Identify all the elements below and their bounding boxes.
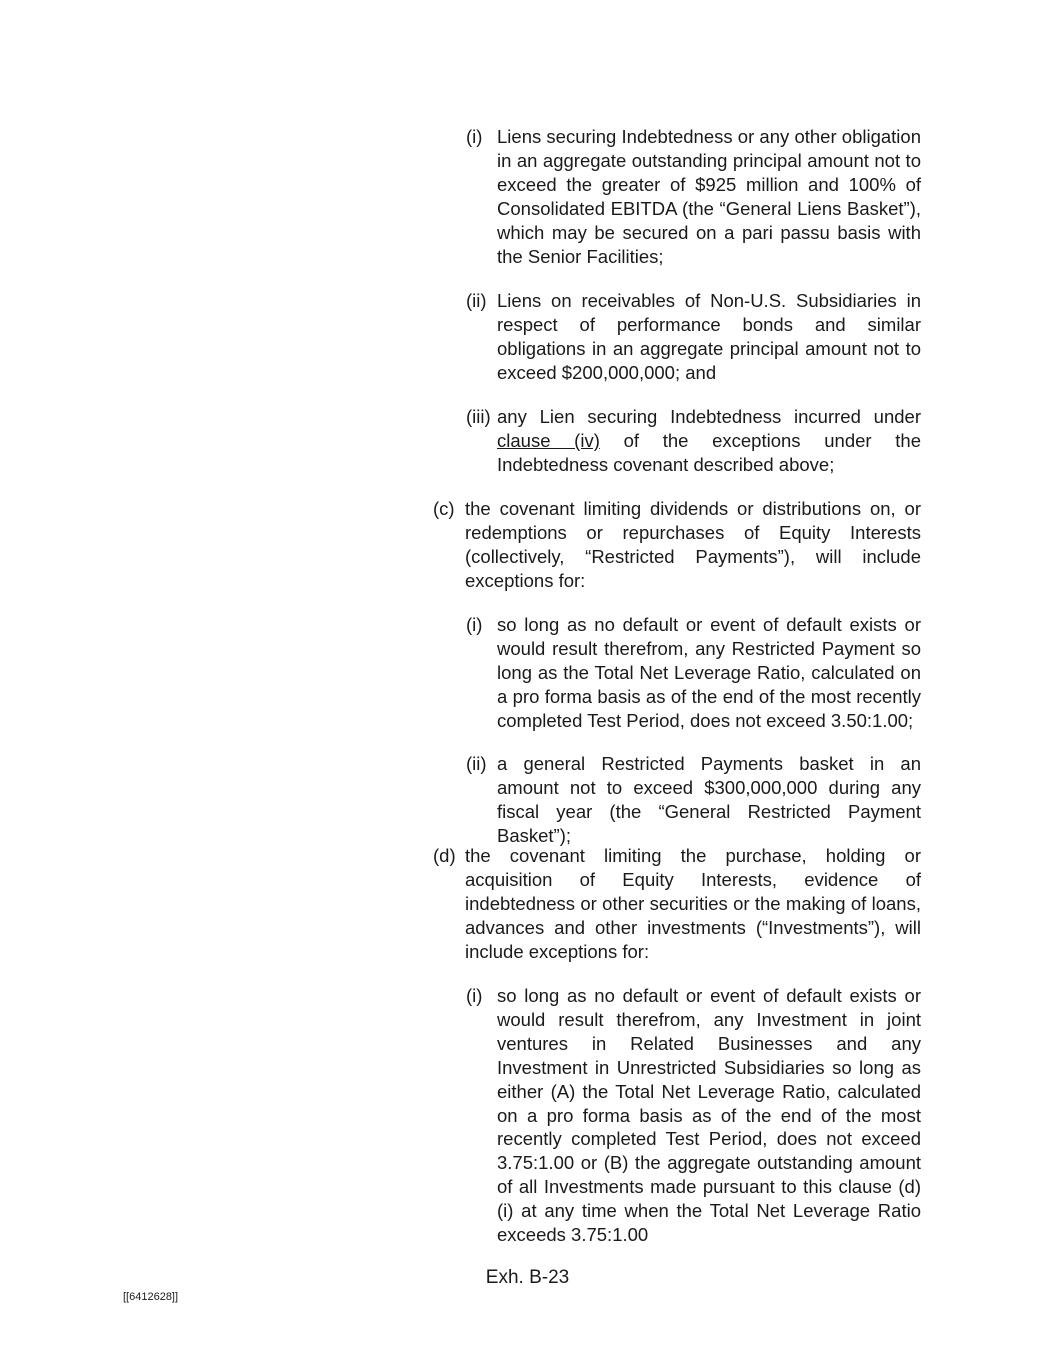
clause-b-ii-text: Liens on receivables of Non-U.S. Subsidiaries in respect of performance bonds and similar obligations in an aggregate principal amount not to exceed $200,000,000; and [497,290,921,383]
clause-b-i-text: Liens securing Indebtedness or any other obligation in an aggregate outstanding principal amount not to exceed the greater of $925 million and 100% of Consolidated EBITDA (the “General Liens Basket”), which may be secured on a pari passu basis with the Senior Facilities; [497,126,921,267]
clause-iv-reference: clause (iv) [497,429,600,451]
page-number: Exh. B-23 [485,1267,570,1288]
clause-b-iii-trail: of the exceptions under the Indebtedness covenant described above; [497,429,921,475]
clause-b-ii-label: (ii) [466,290,487,311]
clause-c-label: (c) [433,498,455,519]
clause-d-i-label: (i) [466,985,483,1006]
clause-c-ii-label: (ii) [466,753,487,774]
clause-d-i-text: so long as no default or event of default exists or would result therefrom, any Investment in joint ventures in Related Businesses and any Investment in Unrestricted Subsidiaries so long as either (A) the Total Net Leverage Ratio, calculated on a pro forma basis as of the end of the most recently completed Test Period, does not exceed 3.75:1.00 or (B) the aggregate outstanding amount of all Investments made pursuant to this clause (d)(i) at any time when the Total Net Leverage Ratio exceeds 3.75:1.00 [497,985,921,1246]
clause-c-text: the covenant limiting dividends or distributions on, or redemptions or repurchases of Equity Interests (collectively, “Restricted Payments”), will include exceptions for: [465,498,921,591]
document-id: [[6412628]] [123,1291,179,1303]
clause-c-i-text: so long as no default or event of default exists or would result therefrom, any Restricted Payment so long as the Total Net Leverage Ratio, calculated on a pro forma basis as of the end of the most recently completed Test Period, does not exceed 3.50:1.00; [497,614,921,731]
clause-b-i-label: (i) [466,126,483,147]
clause-d-text: the covenant limiting the purchase, holding or acquisition of Equity Interests, evidence of indebtedness or other securities or the making of loans, advances and other investments (“Investments”), will include exceptions for: [465,845,921,962]
clause-b-iii-label: (iii) [466,406,491,427]
clause-b-iii-lead: any Lien securing Indebtedness incurred under [497,406,921,427]
clause-c-i-label: (i) [466,614,483,635]
clause-c-ii-text: a general Restricted Payments basket in an amount not to exceed $300,000,000 during any fiscal year (the “General Restricted Payment Basket”); [497,753,921,846]
clause-b-iii-text [497,405,921,477]
clause-d-label: (d) [433,845,456,866]
